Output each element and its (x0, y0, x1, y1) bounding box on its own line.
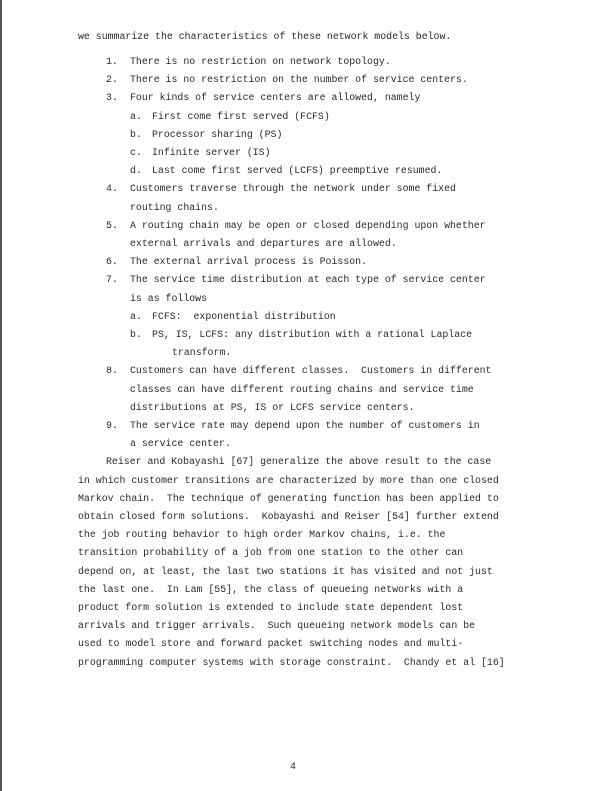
sub-item-text: First come first served (FCFS) (152, 110, 330, 122)
sub-item-text: Last come first served (LCFS) preemptive resumed. (152, 165, 443, 177)
sub-item-letter: a. (130, 310, 142, 322)
list-item-text: classes can have different routing chains and service time (130, 383, 474, 395)
paragraph-line: the last one. In Lam [55], the class of queueing networks with a (78, 583, 464, 595)
list-item-number: 3. (106, 92, 118, 104)
sub-item-text: PS, IS, LCFS: any distribution with a rational Laplace (152, 329, 473, 340)
paragraph-line: depend on, at least, the last two stations it has visited and not just (78, 565, 493, 577)
list-item-text: There is no restriction on network topology. (130, 56, 391, 67)
sub-item-text: transform. (172, 347, 232, 359)
paragraph-line: obtain closed form solutions. Kobayashi and Reiser [54] further extend (78, 511, 499, 522)
page-number: 4 (290, 761, 296, 772)
paragraph-line: Markov chain. The technique of generating function has been applied to (78, 492, 499, 504)
list-item-text: distributions at PS, IS or LCFS service centers. (130, 401, 415, 413)
paragraph-line: in which customer transitions are characterized by more than one closed (78, 474, 499, 486)
sub-item-text: FCFS: exponential distribution (152, 310, 336, 322)
list-item-text: The external arrival process is Poisson. (130, 256, 368, 268)
list-item-text: routing chains. (130, 201, 219, 213)
list-item-text: Customers can have different classes. Customers in different (130, 365, 492, 377)
list-item-text: The service rate may depend upon the number of customers in (130, 420, 480, 431)
list-item-number: 4. (106, 183, 118, 195)
paragraph-line: used to model store and forward packet switching nodes and multi- (78, 638, 464, 650)
list-item-text: is as follows (130, 292, 208, 304)
paragraph-line: transition probability of a job from one station to the other can (78, 547, 464, 559)
paragraph-line: product form solution is extended to include state dependent lost (78, 602, 464, 613)
list-item-number: 7. (106, 274, 118, 286)
sub-item-letter: d. (130, 165, 142, 177)
list-item-text: external arrivals and departures are allowed. (130, 238, 397, 249)
list-item-text: Four kinds of service centers are allowed, namely (130, 92, 421, 104)
paragraph-line: Reiser and Kobayashi [67] generalize the above result to the case (106, 456, 492, 468)
list-item-number: 8. (106, 365, 118, 377)
list-item-number: 1. (106, 56, 118, 67)
paragraph-line: the job routing behavior to high order Markov chains, i.e. the (78, 529, 446, 541)
list-item-number: 5. (106, 219, 118, 231)
list-item-number: 6. (106, 256, 118, 268)
sub-item-letter: b. (130, 329, 142, 340)
intro-line: we summarize the characteristics of these network models below. (78, 31, 452, 42)
sub-item-letter: b. (130, 128, 142, 140)
list-item-number: 9. (106, 420, 118, 431)
paragraph-line: programming computer systems with storage constraint. Chandy et al [16] (78, 656, 505, 668)
sub-item-letter: a. (130, 110, 142, 122)
list-item-number: 2. (106, 74, 118, 86)
sub-item-text: Processor sharing (PS) (152, 128, 283, 140)
list-item-text: a service center. (130, 438, 231, 450)
list-item-text: The service time distribution at each type of service center (130, 274, 486, 286)
sub-item-text: Infinite server (IS) (152, 147, 271, 158)
list-item-text: A routing chain may be open or closed depending upon whether (130, 219, 486, 231)
page-edge (0, 0, 2, 791)
list-item-text: There is no restriction on the number of service centers. (130, 74, 468, 86)
sub-item-letter: c. (130, 147, 142, 158)
paragraph-line: arrivals and trigger arrivals. Such queueing network models can be (78, 620, 476, 632)
list-item-text: Customers traverse through the network under some fixed (130, 183, 456, 195)
